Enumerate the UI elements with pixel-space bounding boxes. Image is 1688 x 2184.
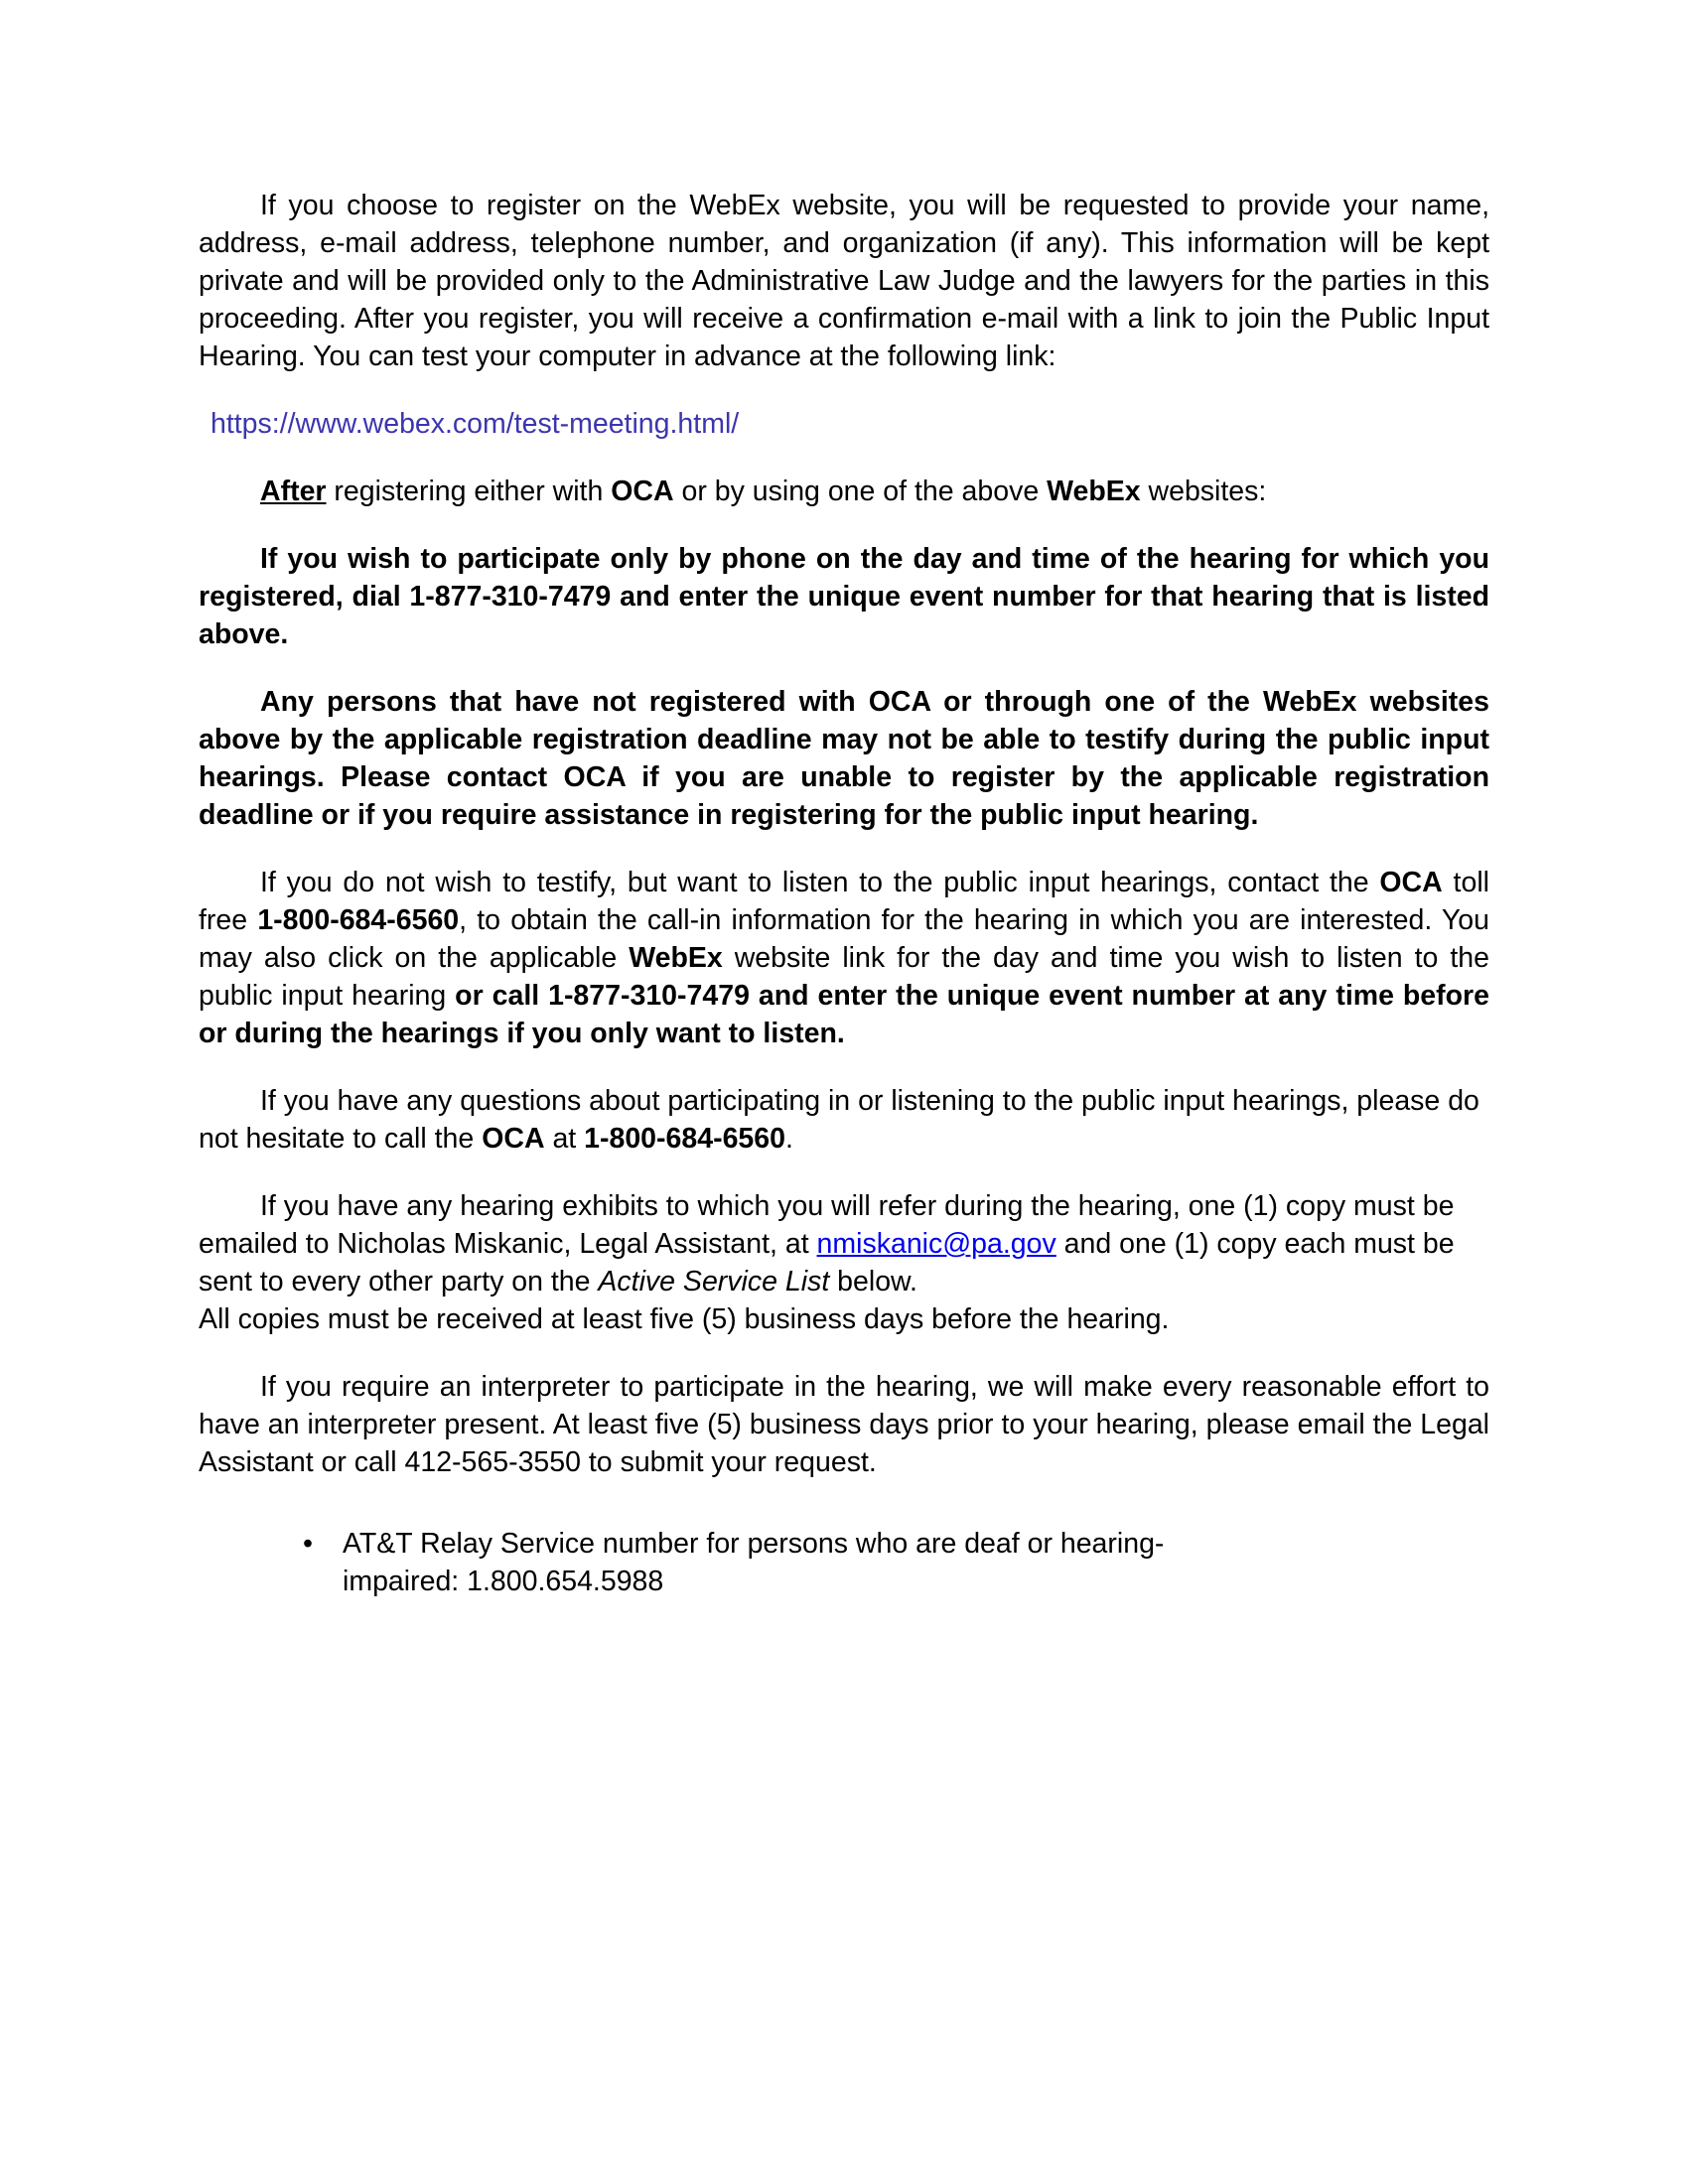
listen-bold-tail: or call 1-877-310-7479 and enter the unique event number at any time before or during the hearings if you only want to listen. (199, 980, 1489, 1049)
webex-label: WebEx (1047, 476, 1141, 507)
webex-test-meeting-link[interactable]: https://www.webex.com/test-meeting.html/ (211, 408, 740, 440)
legal-assistant-email-link[interactable]: nmiskanic@pa.gov (816, 1228, 1056, 1260)
exhibits-s2: and one (1) copy each must be sent to every other party on the (199, 1228, 1455, 1297)
after-emphasis: After (260, 476, 327, 507)
oca-toll-free-phone: 1-800-684-6560 (257, 904, 460, 936)
paragraph-phone-only-participation: If you wish to participate only by phone on the day and time of the hearing for which you registered, dial 1-877-310-7479 and enter the unique event number for that hearing that is listed above. (199, 543, 1489, 650)
after-mid1: registering either with (326, 476, 612, 507)
listen-s2: toll free (199, 867, 1489, 936)
paragraph-questions (199, 1082, 1489, 1158)
test-meeting-link-line (199, 405, 1489, 443)
questions-s2: at (544, 1123, 585, 1155)
paragraph-after-registering (199, 473, 1489, 510)
paragraph-unregistered-persons: Any persons that have not registered with OCA or through one of the WebEx websites above by the applicable registration deadline may not be able to testify during the public input hearings. Please contact OCA if you are unable to register by the applicable registration deadline or if you require assistance in registering for the public input hearing. (199, 686, 1489, 831)
listen-s4: website link for the day and time you wish to listen to the public input hearing (199, 942, 1489, 1012)
listen-s1: If you do not wish to testify, but want to listen to the public input hearings, contact the (260, 867, 1380, 898)
oca-label: OCA (482, 1123, 545, 1155)
listen-s3: , to obtain the call-in information for the hearing in which you are interested. You may also click on the applicable (199, 904, 1490, 974)
relay-service-line1: AT&T Relay Service number for persons who are deaf or hearing- (343, 1528, 1165, 1560)
questions-s1: If you have any questions about participating in or listening to the public input hearings, please do not hesitate to call the (199, 1085, 1479, 1155)
webex-label: WebEx (629, 942, 723, 974)
bullet-dot-icon: • (303, 1528, 313, 1560)
paragraph-interpreter: If you require an interpreter to participate in the hearing, we will make every reasonable effort to have an interpreter present. At least five (5) business days prior to your hearing, please email the Legal Assistant or call 412-565-3550 to submit your request. (199, 1371, 1489, 1478)
active-service-list-label: Active Service List (598, 1266, 830, 1297)
exhibits-s4: All copies must be received at least five (5) business days before the hearing. (199, 1303, 1170, 1335)
paragraph-register-webex: If you choose to register on the WebEx website, you will be requested to provide your name, address, e-mail address, telephone number, and organization (if any). This information will be kept private and will be provided only to the Administrative Law Judge and the lawyers for the parties in this proceeding. After you register, you will receive a confirmation e-mail with a link to join the Public Input Hearing. You can test your computer in advance at the following link: (199, 190, 1489, 372)
document-body (199, 187, 1489, 1604)
after-tail: websites: (1140, 476, 1267, 507)
oca-phone: 1-800-684-6560 (584, 1123, 785, 1155)
after-mid2: or by using one of the above (673, 476, 1048, 507)
oca-label: OCA (611, 476, 674, 507)
exhibits-s3: below. (829, 1266, 917, 1297)
oca-label: OCA (1379, 867, 1443, 898)
paragraph-hearing-exhibits (199, 1187, 1489, 1338)
exhibits-s1: If you have any hearing exhibits to which you will refer during the hearing, one (1) copy must be emailed to Nicholas Miskanic, Legal Assistant, at (199, 1190, 1455, 1260)
questions-s3: . (784, 1123, 793, 1155)
bullet-spacer (199, 1511, 1489, 1525)
list-item (199, 1525, 1489, 1600)
paragraph-listen-only (199, 864, 1489, 1052)
bullet-list (199, 1525, 1489, 1600)
relay-service-line2: impaired: 1.800.654.5988 (343, 1566, 664, 1597)
